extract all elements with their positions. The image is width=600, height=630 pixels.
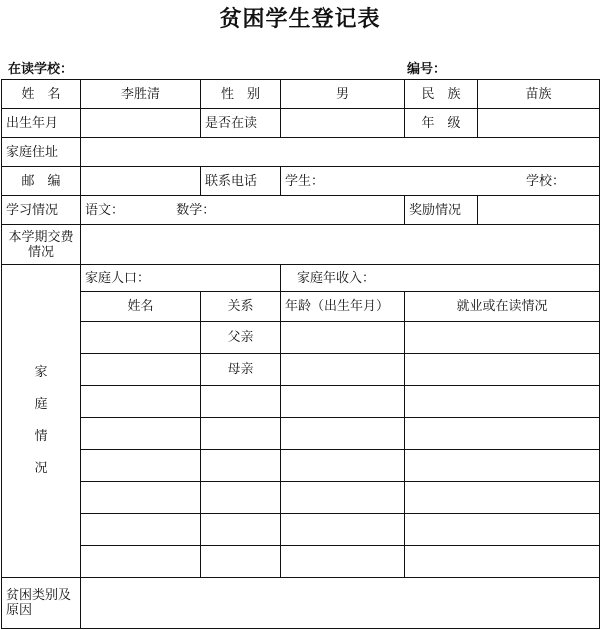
poverty-value[interactable] — [81, 578, 600, 629]
income-label[interactable]: 家庭年收入： — [281, 265, 600, 292]
gender-label: 性 别 — [201, 80, 281, 109]
name-label: 姓 名 — [2, 80, 81, 109]
enrolled-label: 是否在读 — [201, 109, 281, 138]
member-age[interactable] — [281, 354, 405, 386]
member-relation[interactable] — [201, 450, 281, 482]
member-job[interactable] — [405, 386, 600, 418]
enrolled-value[interactable] — [281, 109, 405, 138]
study-label: 学习情况 — [2, 196, 81, 225]
name-value[interactable]: 李胜清 — [81, 80, 201, 109]
family-member-row — [2, 450, 600, 482]
member-name[interactable] — [81, 354, 201, 386]
family-char-4: 况 — [34, 461, 48, 476]
registration-form — [1, 79, 600, 629]
family-section-label — [2, 265, 81, 578]
number-label: 编号： — [407, 62, 447, 77]
member-age[interactable] — [281, 322, 405, 354]
member-age[interactable] — [281, 514, 405, 546]
member-relation[interactable]: 母亲 — [201, 354, 281, 386]
study-row — [2, 196, 600, 225]
family-member-row — [2, 482, 600, 514]
family-char-2: 庭 — [34, 397, 48, 412]
fee-value[interactable] — [81, 225, 600, 265]
name-row — [2, 80, 600, 109]
member-age[interactable] — [281, 386, 405, 418]
member-name[interactable] — [81, 386, 201, 418]
address-row — [2, 138, 600, 167]
col-name-header: 姓名 — [81, 292, 201, 322]
poverty-row — [2, 578, 600, 629]
gender-value[interactable]: 男 — [281, 80, 405, 109]
member-relation[interactable] — [201, 386, 281, 418]
member-name[interactable] — [81, 322, 201, 354]
member-job[interactable] — [405, 322, 600, 354]
family-member-row — [2, 322, 600, 354]
postcode-label: 邮 编 — [2, 167, 81, 196]
family-summary-row — [2, 265, 600, 292]
member-name[interactable] — [81, 546, 201, 578]
family-member-row — [2, 514, 600, 546]
postcode-value[interactable] — [81, 167, 201, 196]
member-relation[interactable] — [201, 514, 281, 546]
chinese-label: 语文： — [85, 202, 125, 218]
member-age[interactable] — [281, 546, 405, 578]
birth-row — [2, 109, 600, 138]
population-label[interactable]: 家庭人口： — [81, 265, 281, 292]
fee-label: 本学期交费情况 — [2, 225, 81, 265]
family-char-1: 家 — [34, 365, 48, 380]
member-relation[interactable]: 父亲 — [201, 322, 281, 354]
col-job-header: 就业或在读情况 — [405, 292, 600, 322]
address-value[interactable] — [81, 138, 600, 167]
school-phone-label: 学校： — [525, 173, 565, 189]
col-relation-header: 关系 — [201, 292, 281, 322]
phone-label: 联系电话 — [201, 167, 281, 196]
col-age-header: 年龄（出生年月） — [281, 292, 405, 322]
grade-label: 年 级 — [405, 109, 478, 138]
member-job[interactable] — [405, 418, 600, 450]
student-phone-label: 学生： — [285, 173, 325, 189]
member-age[interactable] — [281, 482, 405, 514]
family-member-row — [2, 546, 600, 578]
family-member-row — [2, 386, 600, 418]
member-name[interactable] — [81, 418, 201, 450]
ethnicity-label: 民 族 — [405, 80, 478, 109]
study-value[interactable] — [81, 196, 405, 225]
ethnicity-value[interactable]: 苗族 — [478, 80, 600, 109]
member-job[interactable] — [405, 482, 600, 514]
birth-label: 出生年月 — [2, 109, 81, 138]
phone-value[interactable] — [281, 167, 600, 196]
member-job[interactable] — [405, 354, 600, 386]
member-age[interactable] — [281, 450, 405, 482]
family-char-3: 情 — [34, 429, 48, 444]
member-job[interactable] — [405, 546, 600, 578]
award-value[interactable] — [478, 196, 600, 225]
family-member-row — [2, 418, 600, 450]
family-header-row — [2, 292, 600, 322]
poverty-label: 贫困类别及原因 — [2, 578, 81, 629]
family-member-row — [2, 354, 600, 386]
member-name[interactable] — [81, 482, 201, 514]
birth-value[interactable] — [81, 109, 201, 138]
grade-value[interactable] — [478, 109, 600, 138]
member-job[interactable] — [405, 450, 600, 482]
member-relation[interactable] — [201, 418, 281, 450]
member-relation[interactable] — [201, 482, 281, 514]
member-age[interactable] — [281, 418, 405, 450]
school-label: 在读学校： — [8, 62, 74, 77]
award-label: 奖励情况 — [405, 196, 478, 225]
member-job[interactable] — [405, 514, 600, 546]
fee-row — [2, 225, 600, 265]
member-name[interactable] — [81, 450, 201, 482]
member-name[interactable] — [81, 514, 201, 546]
member-relation[interactable] — [201, 546, 281, 578]
postcode-row — [2, 167, 600, 196]
page-title: 贫困学生登记表 — [219, 7, 381, 32]
math-label: 数学： — [176, 202, 216, 218]
address-label: 家庭住址 — [2, 138, 81, 167]
